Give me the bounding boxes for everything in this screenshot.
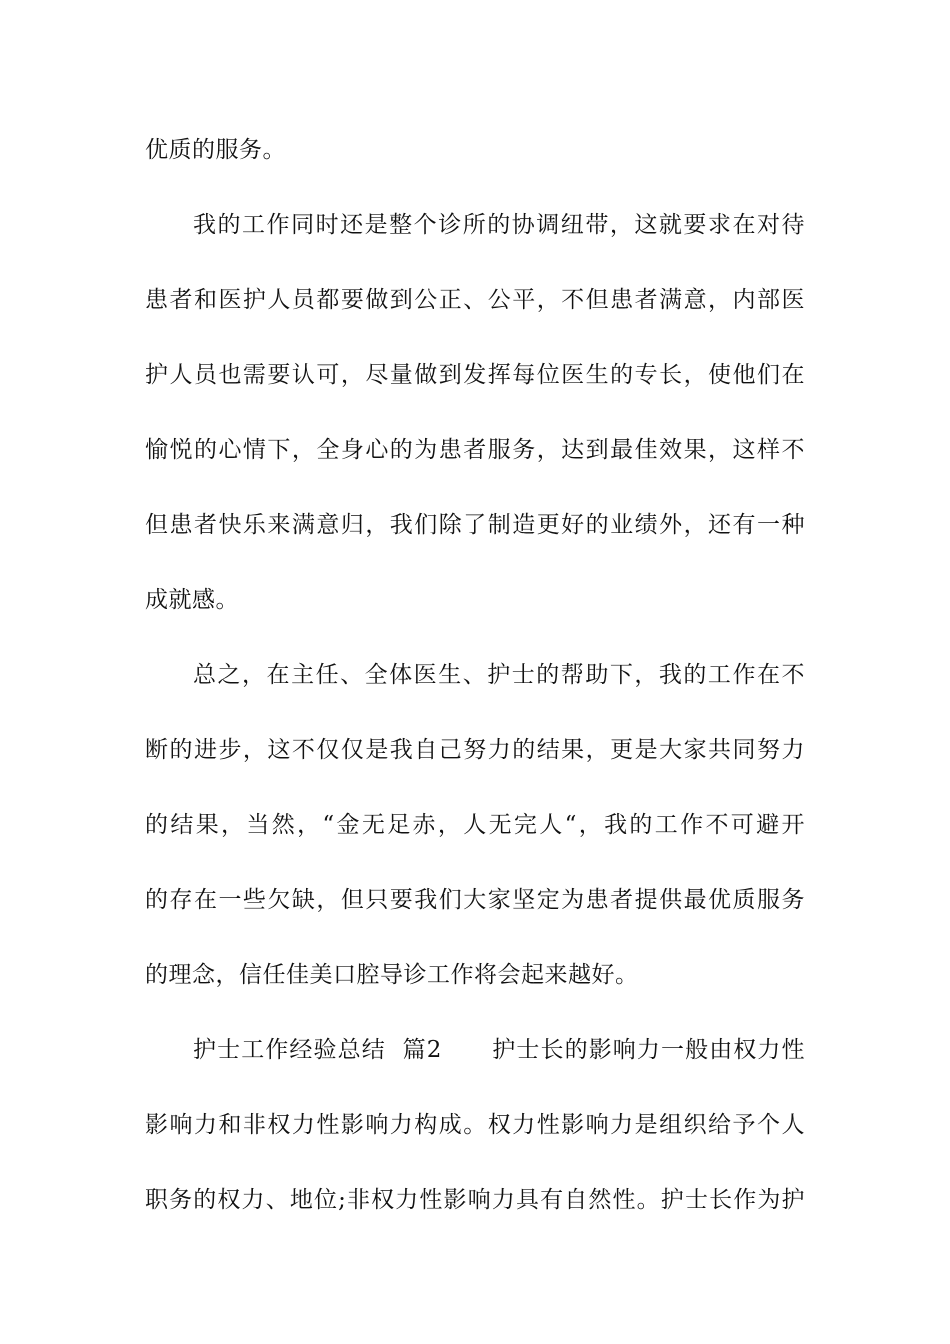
paragraph-line-8: 总之，在主任、全体医生、护士的帮助下，我的工作在不 xyxy=(193,662,805,688)
paragraph-line-14: 影响力和非权力性影响力构成。权力性影响力是组织给予个人 xyxy=(145,1112,805,1138)
paragraph-line-3: 患者和医护人员都要做到公正、公平，不但患者满意，内部医 xyxy=(145,287,805,313)
paragraph-line-10: 的结果，当然，“金无足赤，人无完人“，我的工作不可避开 xyxy=(145,812,805,838)
paragraph-line-2: 我的工作同时还是整个诊所的协调纽带，这就要求在对待 xyxy=(193,212,805,238)
paragraph-line-1: 优质的服务。 xyxy=(145,137,286,163)
paragraph-line-11: 的存在一些欠缺，但只要我们大家坚定为患者提供最优质服务 xyxy=(145,887,805,913)
paragraph-line-12: 的理念，信任佳美口腔导诊工作将会起来越好。 xyxy=(145,962,639,988)
paragraph-line-5: 愉悦的心情下，全身心的为患者服务，达到最佳效果，这样不 xyxy=(145,437,805,463)
paragraph-line-9: 断的进步，这不仅仅是我自己努力的结果，更是大家共同努力 xyxy=(145,737,805,763)
paragraph-line-4: 护人员也需要认可，尽量做到发挥每位医生的专长，使他们在 xyxy=(145,362,805,388)
paragraph-line-6: 但患者快乐来满意归，我们除了制造更好的业绩外，还有一种 xyxy=(145,512,805,538)
paragraph-line-15: 职务的权力、地位;非权力性影响力具有自然性。护士长作为护 xyxy=(145,1187,805,1213)
paragraph-line-13: 护士工作经验总结 篇2 护士长的影响力一般由权力性 xyxy=(193,1037,805,1063)
paragraph-line-7: 成就感。 xyxy=(145,587,239,613)
